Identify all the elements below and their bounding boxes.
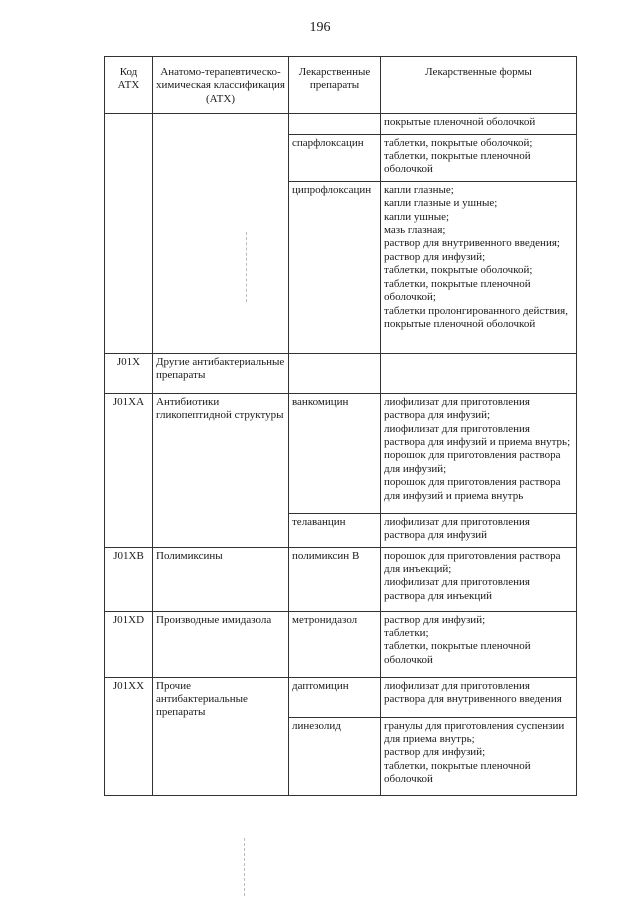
row-forms bbox=[381, 513, 577, 547]
row-forms bbox=[381, 134, 577, 181]
table-header-row bbox=[105, 57, 577, 114]
header-classification: Анатомо-терапевтическо-химическая классификация (АТХ) bbox=[153, 57, 289, 114]
row-code bbox=[105, 114, 153, 354]
dosage-form: раствор для инфузий; bbox=[384, 746, 486, 759]
page-number: 196 bbox=[309, 20, 331, 35]
row-code: J01X bbox=[105, 353, 153, 393]
dosage-form: таблетки, покрытые пленочной оболочкой; bbox=[384, 277, 531, 304]
row-class: Антибиотики гликопептидной структуры bbox=[153, 393, 289, 547]
row-class: Полимиксины bbox=[153, 547, 289, 611]
row-drug: спарфлоксацин bbox=[289, 134, 381, 181]
row-drug: ципрофлоксацин bbox=[289, 181, 381, 353]
table-row bbox=[105, 611, 577, 677]
dosage-form: покрытые пленочной оболочкой bbox=[384, 116, 536, 129]
header-drugs: Лекарственные препараты bbox=[289, 57, 381, 114]
dosage-form: раствор для внутривенного введения; bbox=[384, 237, 560, 250]
dosage-form: лиофилизат для приготовления раствора для инфузий bbox=[384, 515, 530, 542]
scan-artifact-line bbox=[246, 232, 247, 302]
row-drug: телаванцин bbox=[289, 513, 381, 547]
header-forms: Лекарственные формы bbox=[381, 57, 577, 114]
row-drug bbox=[289, 114, 381, 134]
dosage-form: порошок для приготовления раствора для инфузий; bbox=[384, 449, 561, 475]
row-code: J01XD bbox=[105, 611, 153, 677]
row-drug: линезолид bbox=[289, 717, 381, 795]
row-drug: метронидазол bbox=[289, 611, 381, 677]
dosage-form: таблетки пролонгированного действия, покрытые пленочной оболочкой bbox=[384, 304, 568, 330]
row-class: Производные имидазола bbox=[153, 611, 289, 677]
row-forms bbox=[381, 181, 577, 353]
dosage-form: порошок для приготовления раствора для инъекций; bbox=[384, 549, 561, 576]
row-class: Прочие антибактериальные препараты bbox=[153, 677, 289, 795]
table-row bbox=[105, 353, 577, 393]
row-code: J01XX bbox=[105, 677, 153, 795]
row-drug: даптомицин bbox=[289, 677, 381, 717]
dosage-form: таблетки, покрытые оболочкой; bbox=[384, 136, 533, 149]
dosage-form: капли глазные; bbox=[384, 183, 454, 196]
dosage-form: лиофилизат для приготовления раствора для инфузий; bbox=[384, 395, 530, 422]
dosage-form: таблетки, покрытые пленочной оболочкой bbox=[384, 640, 531, 666]
dosage-form: раствор для инфузий; bbox=[384, 613, 486, 626]
scan-artifact-line bbox=[244, 838, 245, 896]
dosage-form: капли глазные и ушные; bbox=[384, 197, 498, 210]
row-forms bbox=[381, 393, 577, 513]
row-class: Другие антибактериальные препараты bbox=[153, 353, 289, 393]
dosage-form: мазь глазная; bbox=[384, 224, 446, 237]
dosage-form: лиофилизат для приготовления раствора для внутривенного введения bbox=[384, 679, 562, 706]
row-forms bbox=[381, 353, 577, 393]
dosage-form: порошок для приготовления раствора для инфузий и приема внутрь bbox=[384, 476, 561, 502]
dosage-form: гранулы для приготовления суспензии для приема внутрь; bbox=[384, 719, 565, 746]
row-forms bbox=[381, 114, 577, 134]
dosage-form: лиофилизат для приготовления раствора для инфузий и приема внутрь; bbox=[384, 422, 571, 449]
row-code: J01XA bbox=[105, 393, 153, 547]
table-row bbox=[105, 677, 577, 717]
row-forms bbox=[381, 717, 577, 795]
dosage-form: таблетки, покрытые пленочной оболочкой bbox=[384, 150, 531, 176]
row-drug: ванкомицин bbox=[289, 393, 381, 513]
dosage-form: таблетки, покрытые оболочкой; bbox=[384, 264, 533, 277]
dosage-form: таблетки; bbox=[384, 627, 429, 640]
row-drug bbox=[289, 353, 381, 393]
row-forms bbox=[381, 611, 577, 677]
row-forms bbox=[381, 677, 577, 717]
dosage-form: раствор для инфузий; bbox=[384, 250, 486, 263]
row-drug: полимиксин В bbox=[289, 547, 381, 611]
table-row bbox=[105, 114, 577, 134]
atx-table bbox=[104, 56, 577, 796]
table-row bbox=[105, 547, 577, 611]
dosage-form: лиофилизат для приготовления раствора для инъекций bbox=[384, 576, 530, 602]
row-class bbox=[153, 114, 289, 354]
header-code: Код АТХ bbox=[105, 57, 153, 114]
table-row bbox=[105, 393, 577, 513]
dosage-form: капли ушные; bbox=[384, 210, 450, 223]
row-forms bbox=[381, 547, 577, 611]
row-code: J01XB bbox=[105, 547, 153, 611]
dosage-form: таблетки, покрытые пленочной оболочкой bbox=[384, 759, 531, 786]
